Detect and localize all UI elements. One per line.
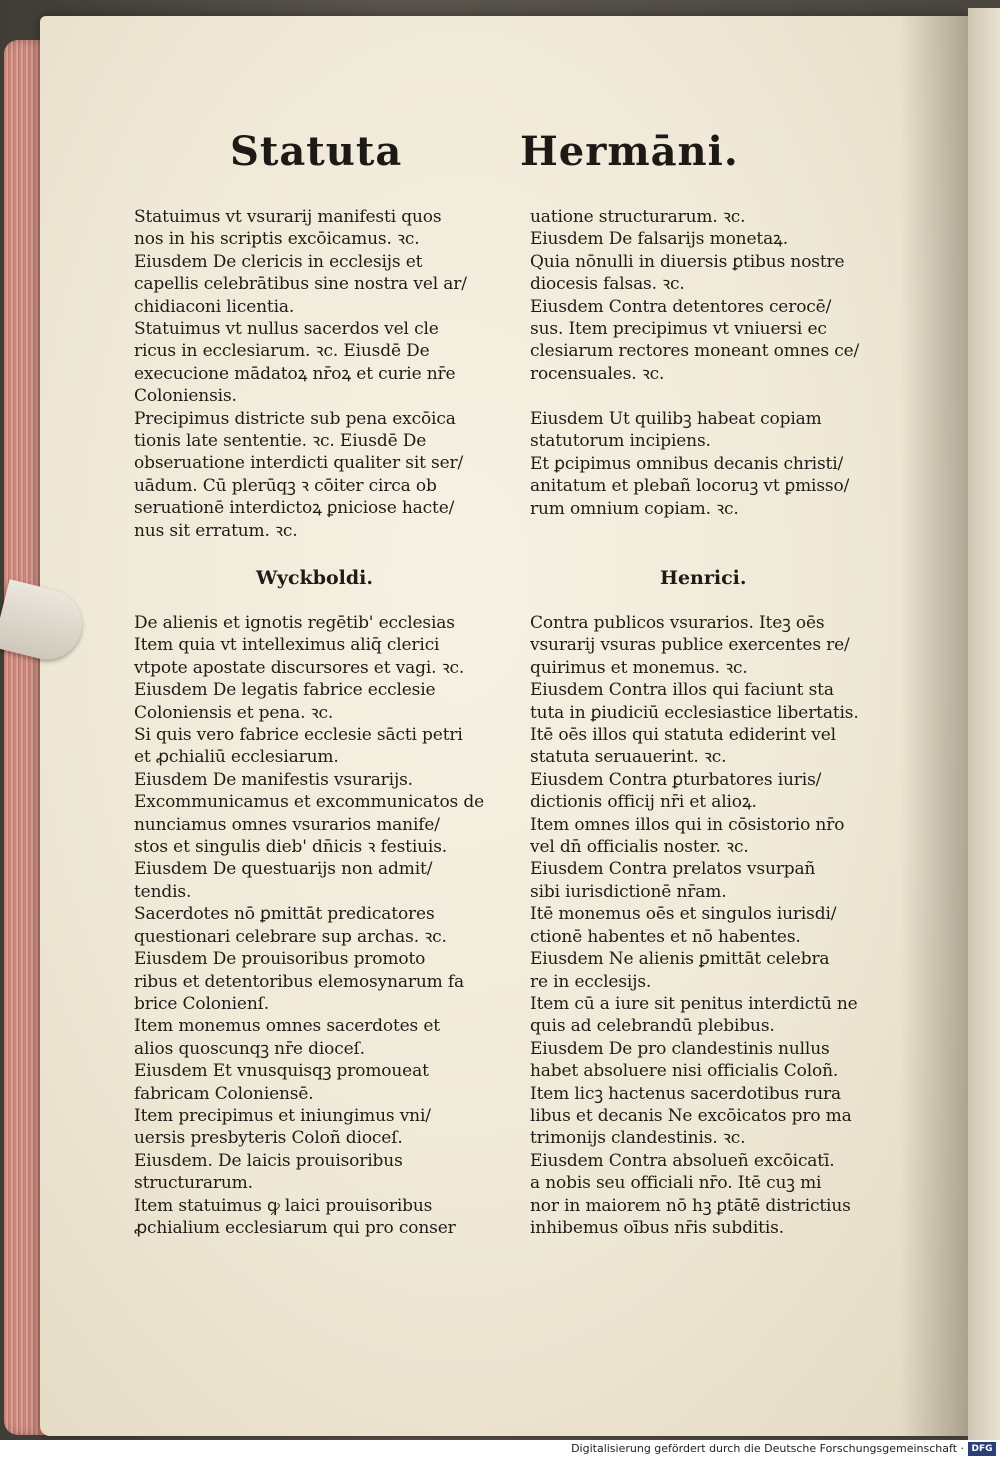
text-line: vtpote apostate discursores et vagi. ꝛc. [134,657,465,678]
text-line: libus et decanis Ne excōicatos pro ma [530,1105,852,1126]
left-column-top [134,206,467,542]
text-line: Coloniensis et pena. ꝛc. [134,702,334,723]
text-line: Excommunicamus et excommunicatos de [134,792,484,813]
facing-page-edge [968,8,1000,1440]
text-line: statutorum incipiens. [530,431,711,452]
text-line: Contra publicos vsurarios. Iteꝫ oēs [530,613,825,633]
text-line: habet absoluere nisi officialis Coloñ. [530,1061,839,1082]
text-line: nunciamus omnes vsurarios manife/ [134,814,440,835]
text-line: ricus in ecclesiarum. ꝛc. Eiusdē De [134,341,430,362]
text-line: dictionis officij nr̄i et alioꝝ. [530,792,757,813]
text-line: quirimus et monemus. ꝛc. [530,657,748,678]
text-line: tuta in ꝑiudiciū ecclesiastice libertatis. [530,702,859,723]
text-line: stos et singulis dieb' dn̄icis ꝛ festiuis. [134,837,448,858]
text-line: Item licꝫ hactenus sacerdotibus rura [530,1083,841,1104]
text-line: quis ad celebrandū plebibus. [530,1016,775,1037]
text-line: trimonijs clandestinis. ꝛc. [530,1128,746,1149]
text-line: seruationē interdictoꝝ ꝑniciose hacte/ [134,498,455,519]
text-line: uersis presbyteris Coloñ dioceſ. [134,1128,403,1149]
text-line: statuta seruauerint. ꝛc. [530,747,727,768]
text-line: a nobis seu officiali nr̄o. Itē cuꝫ mi [530,1173,822,1194]
text-line: nus sit erratum. ꝛc. [134,520,298,541]
text-line: Et ꝑcipimus omnibus decanis christi/ [530,453,844,474]
text-line: Item precipimus et iniungimus vni/ [134,1105,431,1126]
text-line: ꝓchialium ecclesiarum qui pro conser [134,1217,456,1238]
text-line: Eiusdem De falsarijs monetaꝝ. [530,229,788,250]
text-line: uatione structurarum. ꝛc. [530,207,746,227]
text-line: brice Colonienſ. [134,993,270,1014]
left-column-bottom [134,612,484,1239]
right-column-top [530,206,859,385]
text-line: Eiusdem Contra ꝑturbatores iuris/ [530,769,822,790]
right-column-bottom [530,612,859,1239]
text-line: Eiusdem De manifestis vsurarijs. [134,769,413,790]
text-line: Itē monemus oēs et singulos iurisdi/ [530,904,837,925]
text-line: Eiusdem De prouisoribus promoto [134,949,426,970]
text-line: Statuimus vt vsurarij manifesti quos [134,207,442,227]
text-line: structurarum. [134,1173,253,1194]
text-line: Item quia vt intelleximus aliq̄ clerici [134,635,440,656]
text-line: sibi iurisdictionē nr̄am. [530,881,727,902]
footer-credit: Digitalisierung gefördert durch die Deutsche Forschungsgemeinschaft · [571,1442,964,1455]
text-line: rocensuales. ꝛc. [530,363,665,384]
left-section-heading: Wyckboldi. [256,567,373,589]
text-line: tendis. [134,881,192,902]
text-line: chidiaconi licentia. [134,296,295,317]
text-line: Coloniensis. [134,386,237,407]
text-line: ctionē habentes et nō habentes. [530,926,801,947]
text-line: nor in maiorem nō hꝫ ꝑtātē districtius [530,1195,851,1216]
text-line: vsurarij vsuras publice exercentes re/ [530,635,850,656]
text-line: Quia nōnulli in diuersis ꝑtibus nostre [530,251,845,272]
text-line: Item cū a iure sit penitus interdictū ne [530,993,858,1014]
text-line: tionis late sententie. ꝛc. Eiusdē De [134,431,427,452]
dfg-logo: DFG [968,1442,996,1456]
right-column-middle [530,408,849,520]
gutter-shadow [900,16,970,1436]
title-left: Statuta [230,128,403,175]
text-line: Eiusdem Contra illos qui faciunt sta [530,680,834,701]
text-line: Eiusdem De pro clandestinis nullus [530,1038,830,1059]
text-line: clesiarum rectores moneant omnes ce/ [530,341,860,362]
text-line: Item statuimus ꝙ laici prouisoribus [134,1195,433,1216]
text-line: anitatum et plebañ locoruꝫ vt ꝑmisso/ [530,476,850,497]
text-line: Si quis vero fabrice ecclesie sācti petri [134,725,463,746]
text-line: nos in his scriptis excōicamus. ꝛc. [134,229,420,250]
text-line: Statuimus vt nullus sacerdos vel cle [134,319,439,340]
text-line: Item omnes illos qui in cōsistorio nr̄o [530,814,845,835]
text-line: Eiusdem Contra detentores cerocē/ [530,296,832,317]
text-line: rum omnium copiam. ꝛc. [530,498,739,519]
text-line: Eiusdem Ne alienis ꝑmittāt celebra [530,949,830,970]
text-line: vel dn̄ officialis noster. ꝛc. [530,837,749,858]
footer-bar [0,1440,1000,1460]
right-section-heading: Henrici. [660,567,747,589]
text-line: Eiusdem Contra prelatos vsurpañ [530,859,816,880]
text-line: ribus et detentoribus elemosynarum fa [134,971,464,992]
text-line: Eiusdem Et vnusquisqꝫ promoueat [134,1061,429,1082]
text-line: De alienis et ignotis regētib' ecclesias [134,613,455,633]
text-line: Eiusdem De questuarijs non admit/ [134,859,433,880]
text-line: inhibemus oībus nr̄is subditis. [530,1217,784,1238]
text-line: capellis celebrātibus sine nostra vel ar/ [134,274,467,295]
text-line: Eiusdem Contra absolueñ excōicatī. [530,1150,835,1171]
text-line: Itē oēs illos qui statuta ediderint vel [530,725,836,746]
text-line: Sacerdotes nō ꝑmittāt predicatores [134,904,435,925]
text-line: Eiusdem Ut quilibꝫ habeat copiam [530,409,822,429]
text-line: fabricam Coloniensē. [134,1083,314,1104]
text-line: diocesis falsas. ꝛc. [530,274,685,295]
title-right: Hermāni. [520,128,739,175]
text-line: re in ecclesijs. [530,971,652,992]
text-line: Eiusdem. De laicis prouisoribus [134,1150,403,1171]
text-line: et ꝓchialiū ecclesiarum. [134,747,339,768]
text-line: Item monemus omnes sacerdotes et [134,1016,440,1037]
text-line: Eiusdem De clericis in ecclesijs et [134,251,423,272]
text-line: execucione mādatoꝝ nr̄oꝝ et curie nr̄e [134,363,456,384]
text-line: questionari celebrare sup archas. ꝛc. [134,926,447,947]
text-line: Eiusdem De legatis fabrice ecclesie [134,680,436,701]
text-line: sus. Item precipimus vt vniuersi ec [530,319,827,340]
text-line: Precipimus districte sub pena excōica [134,408,456,429]
text-line: obseruatione interdicti qualiter sit ser/ [134,453,464,474]
text-line: uādum. Cū plerūqꝫ ꝛ cōiter circa ob [134,475,437,496]
text-line: alios quoscunqꝫ nr̄e dioceſ. [134,1038,365,1059]
